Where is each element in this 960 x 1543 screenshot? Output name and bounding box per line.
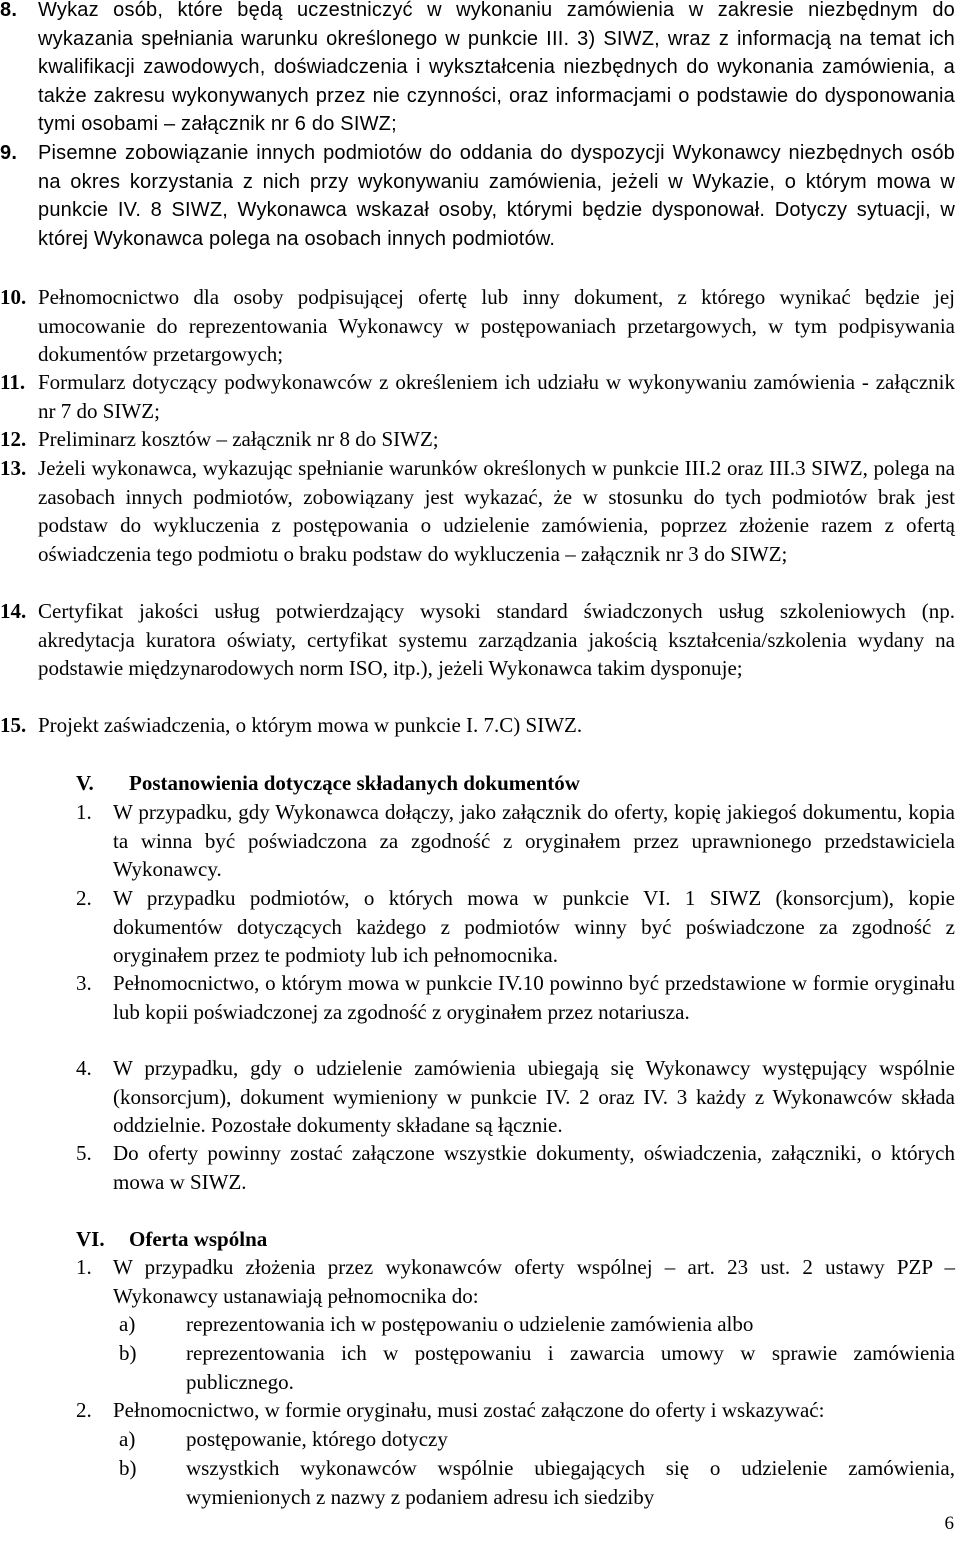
sub-letter: a) bbox=[119, 1427, 136, 1451]
point-text: Pełnomocnictwo, o którym mowa w punkcie IV.10 powinno być przedstawione w formie oryginału lub kopii poświadczonej za zgodność z oryginałem przez notariusza. bbox=[113, 971, 955, 1024]
section-v-point-1 bbox=[76, 798, 955, 884]
sub-text: reprezentowania ich w postępowaniu o udzielenie zamówienia albo bbox=[186, 1312, 754, 1336]
item-number: 8. bbox=[0, 0, 18, 21]
item-number: 14. bbox=[0, 599, 27, 623]
sub-letter: b) bbox=[119, 1456, 137, 1480]
point-text: W przypadku, gdy o udzielenie zamówienia ubiegają się Wykonawcy występujący wspólnie (konsorcjum), dokument wymieniony w punkcie IV. 2 oraz IV. 3 każdy z Wykonawców składa oddzielnie. Pozostałe dokumenty składane są łącznie. bbox=[113, 1056, 955, 1138]
section-vi-point-1 bbox=[76, 1253, 955, 1310]
point-number: 1. bbox=[76, 1255, 92, 1279]
sub-letter: a) bbox=[119, 1312, 136, 1336]
point-number: 4. bbox=[76, 1056, 92, 1080]
section-number: V. bbox=[76, 771, 94, 795]
point-text: Do oferty powinny zostać załączone wszystkie dokumenty, oświadczenia, załączniki, o których mowa w SIWZ. bbox=[113, 1141, 955, 1194]
item-number: 15. bbox=[0, 713, 27, 737]
item-text: Jeżeli wykonawca, wykazując spełnianie warunków określonych w punkcie III.2 oraz III.3 SIWZ, polega na zasobach innych podmiotów, zobowiązany jest wykazać, że w stosunku do tych podmiotów brak jest podstaw do wykluczenia z postępowania o udzielenie zamówienia, poprzez złożenie razem z ofertą oświadczenia tego podmiotu o braku podstaw do wykluczenia – załącznik nr 3 do SIWZ; bbox=[38, 456, 955, 566]
list-item-12 bbox=[0, 425, 955, 454]
section-vi-point-2-b bbox=[113, 1454, 955, 1511]
item-number: 12. bbox=[0, 427, 27, 451]
list-item-15 bbox=[0, 711, 955, 740]
point-text: Pełnomocnictwo, w formie oryginału, musi zostać załączone do oferty i wskazywać: bbox=[113, 1398, 825, 1422]
section-v-point-2 bbox=[76, 884, 955, 970]
section-heading-vi bbox=[76, 1225, 267, 1254]
section-heading-v bbox=[76, 769, 580, 798]
section-title: Postanowienia dotyczące składanych dokumentów bbox=[129, 771, 580, 795]
page-number: 6 bbox=[944, 1513, 954, 1534]
section-vi-point-2-a bbox=[113, 1425, 955, 1454]
point-number: 2. bbox=[76, 886, 92, 910]
section-number: VI. bbox=[76, 1227, 105, 1251]
item-number: 11. bbox=[0, 370, 26, 394]
item-number: 9. bbox=[0, 142, 18, 164]
item-number: 10. bbox=[0, 285, 27, 309]
item-text: Projekt zaświadczenia, o którym mowa w punkcie I. 7.C) SIWZ. bbox=[38, 713, 583, 737]
sub-letter: b) bbox=[119, 1341, 137, 1365]
point-number: 5. bbox=[76, 1141, 92, 1165]
list-item-8 bbox=[0, 0, 955, 139]
point-number: 2. bbox=[76, 1398, 92, 1422]
section-vi-point-1-b bbox=[113, 1339, 955, 1396]
list-item-9 bbox=[0, 139, 955, 253]
section-v-point-3 bbox=[76, 969, 955, 1026]
section-vi-point-2 bbox=[76, 1396, 955, 1425]
item-number: 13. bbox=[0, 456, 27, 480]
list-item-13 bbox=[0, 454, 955, 568]
sub-text: postępowanie, którego dotyczy bbox=[186, 1427, 448, 1451]
list-item-14 bbox=[0, 597, 955, 683]
point-text: W przypadku podmiotów, o których mowa w punkcie VI. 1 SIWZ (konsorcjum), kopie dokumentów dotyczących każdego z podmiotów winny być poświadczone za zgodność z oryginałem przez te podmioty lub ich pełnomocnika. bbox=[113, 886, 955, 968]
item-text: Preliminarz kosztów – załącznik nr 8 do SIWZ; bbox=[38, 427, 439, 451]
section-v-point-4 bbox=[76, 1054, 955, 1140]
section-title: Oferta wspólna bbox=[129, 1227, 268, 1251]
section-v-point-5 bbox=[76, 1139, 955, 1196]
item-text: Formularz dotyczący podwykonawców z określeniem ich udziału w wykonywaniu zamówienia - załącznik nr 7 do SIWZ; bbox=[38, 370, 955, 423]
point-text: W przypadku, gdy Wykonawca dołączy, jako załącznik do oferty, kopię jakiegoś dokumentu, kopia ta winna być poświadczona za zgodność z oryginałem przez uprawnionego przedstawiciela Wykonawcy. bbox=[113, 800, 955, 882]
list-item-11 bbox=[0, 368, 955, 425]
point-number: 3. bbox=[76, 971, 92, 995]
sub-text: reprezentowania ich w postępowaniu i zawarcia umowy w sprawie zamówienia publicznego. bbox=[186, 1341, 955, 1394]
list-item-10 bbox=[0, 283, 955, 369]
section-vi-point-1-a bbox=[113, 1310, 955, 1339]
item-text: Wykaz osób, które będą uczestniczyć w wykonaniu zamówienia w zakresie niezbędnym do wykazania spełniania warunku określonego w punkcie III. 3) SIWZ, wraz z informacją na temat ich kwalifikacji zawodowych, doświadczenia i wykształcenia niezbędnych do wykonania zamówienia, a także zakresu wykonywanych przez nie czynności, oraz informacjami o podstawie do dysponowania tymi osobami – załącznik nr 6 do SIWZ; bbox=[38, 0, 955, 136]
sub-text: wszystkich wykonawców wspólnie ubiegających się o udzielenie zamówienia, wymienionych z nazwy z podaniem adresu ich siedziby bbox=[186, 1456, 955, 1509]
item-text: Pełnomocnictwo dla osoby podpisującej ofertę lub inny dokument, z którego wynikać będzie jej umocowanie do reprezentowania Wykonawcy w postępowaniach przetargowych, w tym podpisywania dokumentów przetargowych; bbox=[38, 285, 955, 367]
point-text: W przypadku złożenia przez wykonawców oferty wspólnej – art. 23 ust. 2 ustawy PZP – Wykonawcy ustanawiają pełnomocnika do: bbox=[113, 1255, 955, 1308]
item-text: Certyfikat jakości usług potwierdzający wysoki standard świadczonych usług szkoleniowych (np. akredytacja kuratora oświaty, certyfikat systemu zarządzania jakością kształcenia/szkolenia wydany na podstawie międzynarodowych norm ISO, itp.), jeżeli Wykonawca takim dysponuje; bbox=[38, 599, 955, 681]
item-text: Pisemne zobowiązanie innych podmiotów do oddania do dyspozycji Wykonawcy niezbędnych osób na okres korzystania z nich przy wykonywaniu zamówienia, jeżeli w Wykazie, o którym mowa w punkcie IV. 8 SIWZ, Wykonawca wskazał osoby, którymi będzie dysponował. Dotyczy sytuacji, w której Wykonawca polega na osobach innych podmiotów. bbox=[38, 142, 955, 250]
point-number: 1. bbox=[76, 800, 92, 824]
